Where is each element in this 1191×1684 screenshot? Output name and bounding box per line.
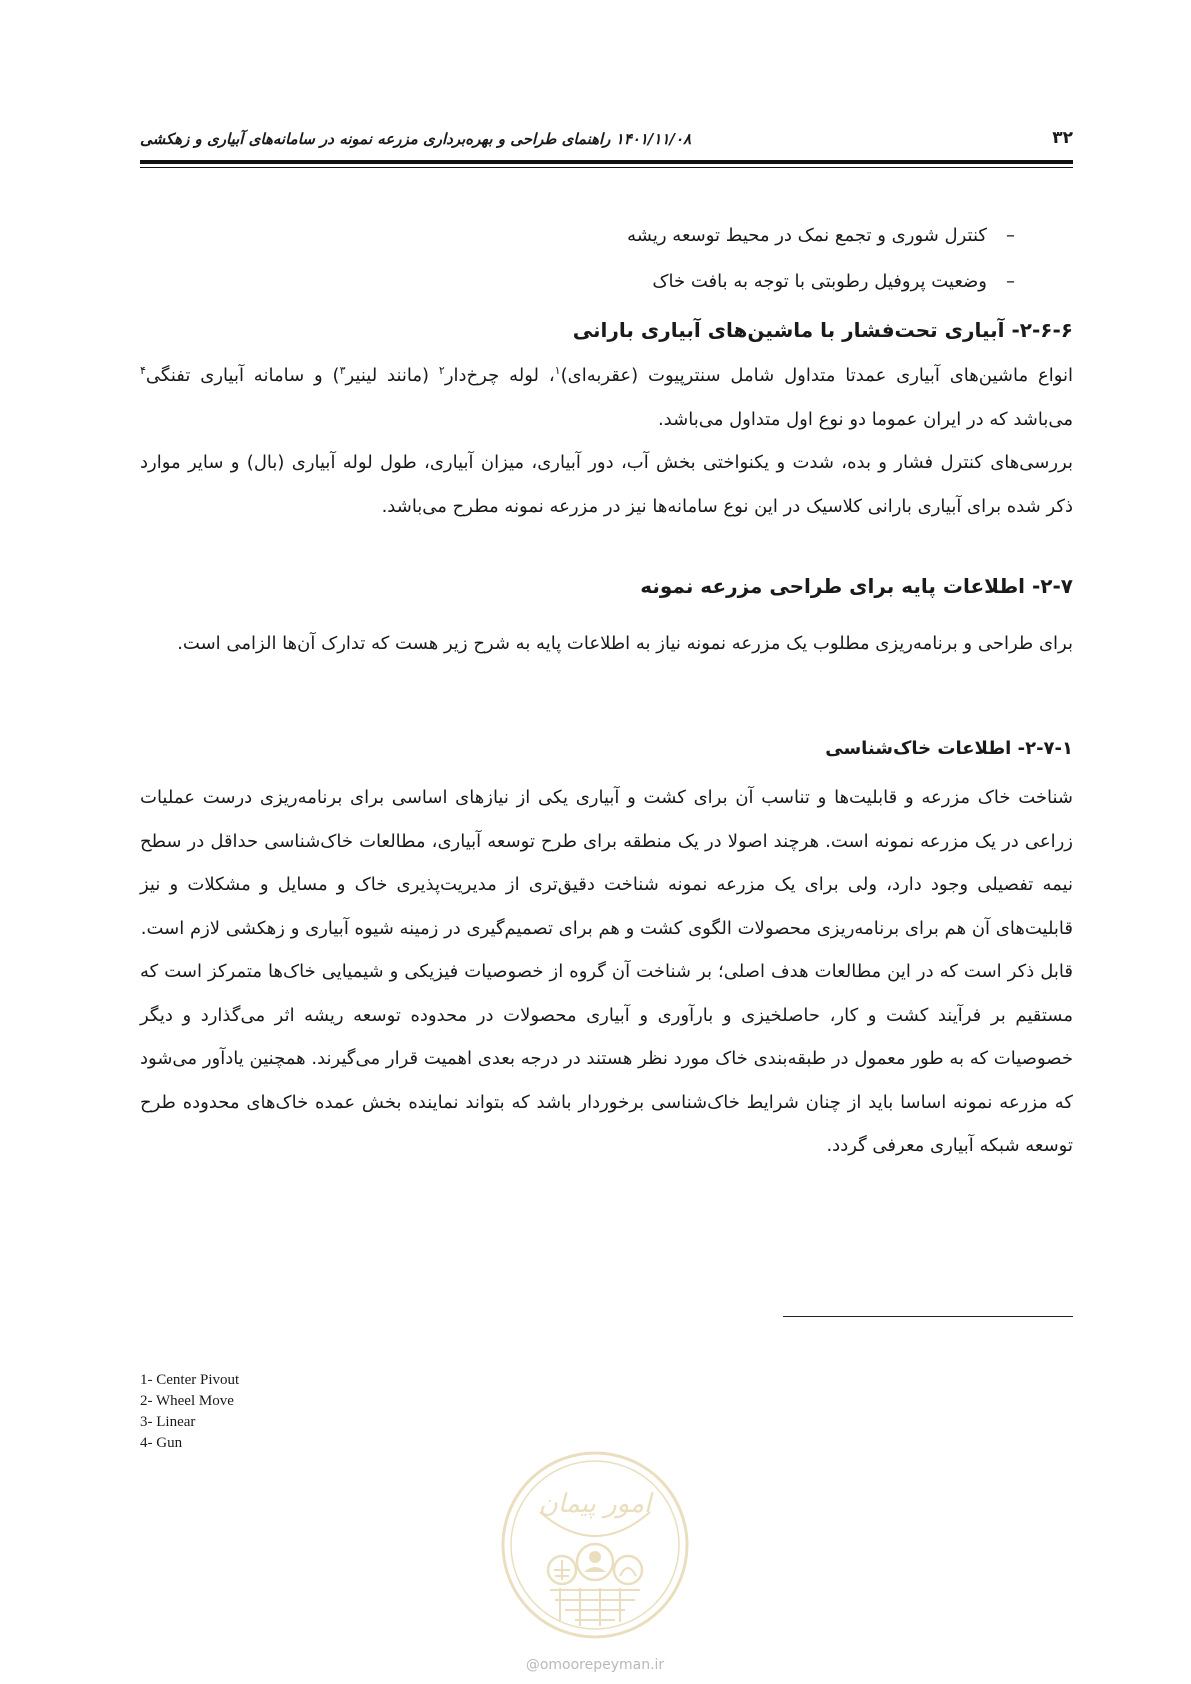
paragraph: قابل ذکر است که در این مطالعات هدف اصلی؛ بر شناخت آن گروه از خصوصیات فیزیکی و شیمیایی خاک‌ها متمرکز است که مستقیم بر فرآیند کشت و کار، حاصلخیزی و بارآوری و آبیاری محصولات در محدوده توسعه ریشه اثر می‌گذارد و دیگر خصوصیات که به طور معمول در طبقه‌بندی خاک مورد نظر هستند در درجه بعدی اهمیت قرار می‌گیرند. همچنین یادآور می‌شود که مزرعه نمونه اساسا باید از چنان شرایط خاک‌شناسی برخوردار باشد که بتواند نماینده بخش عمده خاک‌های محدوده طرح توسعه شبکه آبیاری معرفی گردد. xyxy=(140,961,1073,1156)
footnotes xyxy=(140,1370,239,1454)
footnote-item: 4- Gun xyxy=(140,1435,183,1451)
section-heading-2-7: ۲-۷- اطلاعات پایه برای طراحی مزرعه نمونه xyxy=(640,574,1073,598)
paragraph: انواع ماشین‌های آبیاری عمدتا متداول شامل سنترپیوت (عقربه‌ای)$^۱$، لوله چرخ‌دار$^۲$ (مانند لینیر$^۳$) و سامانه آبیاری تفنگی$^۴$ می‌باشد که در ایران عموما دو نوع اول متداول می‌باشد. xyxy=(140,364,1073,430)
watermark-logo-text: امور پیمان xyxy=(538,1489,652,1519)
footnote-rule xyxy=(783,1316,1073,1317)
page-number: ۳۲ xyxy=(1052,128,1073,148)
watermark-logo xyxy=(500,1450,690,1640)
header-thick-rule xyxy=(140,160,1073,164)
running-header xyxy=(140,128,1073,154)
bullet-item: –کنترل شوری و تجمع نمک در محیط توسعه ریشه xyxy=(140,213,1015,259)
paragraph: برای طراحی و برنامه‌ریزی مطلوب یک مزرعه نمونه نیاز به اطلاعات پایه به شرح زیر هست که تدارک آن‌ها الزامی است. xyxy=(177,633,1073,654)
paragraph: بررسی‌های کنترل فشار و بده، شدت و یکنواختی بخش آب، دور آبیاری، میزان آبیاری، طول لوله آبیاری (بال) و سایر موارد ذکر شده برای آبیاری بارانی کلاسیک در این نوع سامانه‌ها نیز در مزرعه نمونه مطرح می‌باشد. xyxy=(140,452,1073,517)
footnote-item: 2- Wheel Move xyxy=(140,1393,234,1409)
footnote-ref: ۱ xyxy=(554,364,561,377)
section-heading-2-6-6: ۲-۶-۶- آبیاری تحت‌فشار با ماشین‌های آبیاری بارانی xyxy=(572,318,1073,342)
running-title: ۱۴۰۱/۱۱/۰۸ راهنمای طراحی و بهره‌برداری مزرعه نمونه در سامانه‌های آبیاری و زهکشی xyxy=(140,130,692,148)
watermark-caption: @omoorepeyman.ir xyxy=(525,1657,665,1673)
footnote-ref: ۲ xyxy=(438,364,445,377)
section-2-7-body xyxy=(140,622,1073,666)
footnote-item: 1- Center Pivout xyxy=(140,1372,240,1388)
bullet-dash: – xyxy=(1006,271,1015,292)
section-2-7-1-body xyxy=(140,776,1073,1168)
header-thin-rule xyxy=(140,167,1073,168)
section-heading-2-7-1: ۲-۷-۱- اطلاعات خاک‌شناسی xyxy=(825,738,1073,759)
paragraph: شناخت خاک مزرعه و قابلیت‌ها و تناسب آن برای کشت و آبیاری یکی از نیازهای اساسی برای برنامه‌ریزی درست عملیات زراعی در یک مزرعه نمونه است. هرچند اصولا در یک منطقه برای طرح توسعه آبیاری، مطالعات خاک‌شناسی حداقل در سطح نیمه تفصیلی وجود دارد، ولی برای یک مزرعه نمونه شناخت دقیق‌تری از مدیریت‌پذیری خاک و مسایل و مشکلات و نیز قابلیت‌های آن هم برای برنامه‌ریزی محصولات الگوی کشت و هم برای تصمیم‌گیری در زمینه شیوه آبیاری و زهکشی لازم است. xyxy=(140,787,1073,939)
bullet-dash: – xyxy=(1006,225,1015,246)
bullet-list xyxy=(140,213,1015,305)
section-2-6-6-body xyxy=(140,354,1073,528)
footnote-ref: ۴ xyxy=(140,364,146,377)
bullet-item: –وضعیت پروفیل رطوبتی با توجه به بافت خاک xyxy=(140,259,1015,305)
footnote-ref: ۳ xyxy=(339,364,346,377)
footnote-item: 3- Linear xyxy=(140,1414,196,1430)
